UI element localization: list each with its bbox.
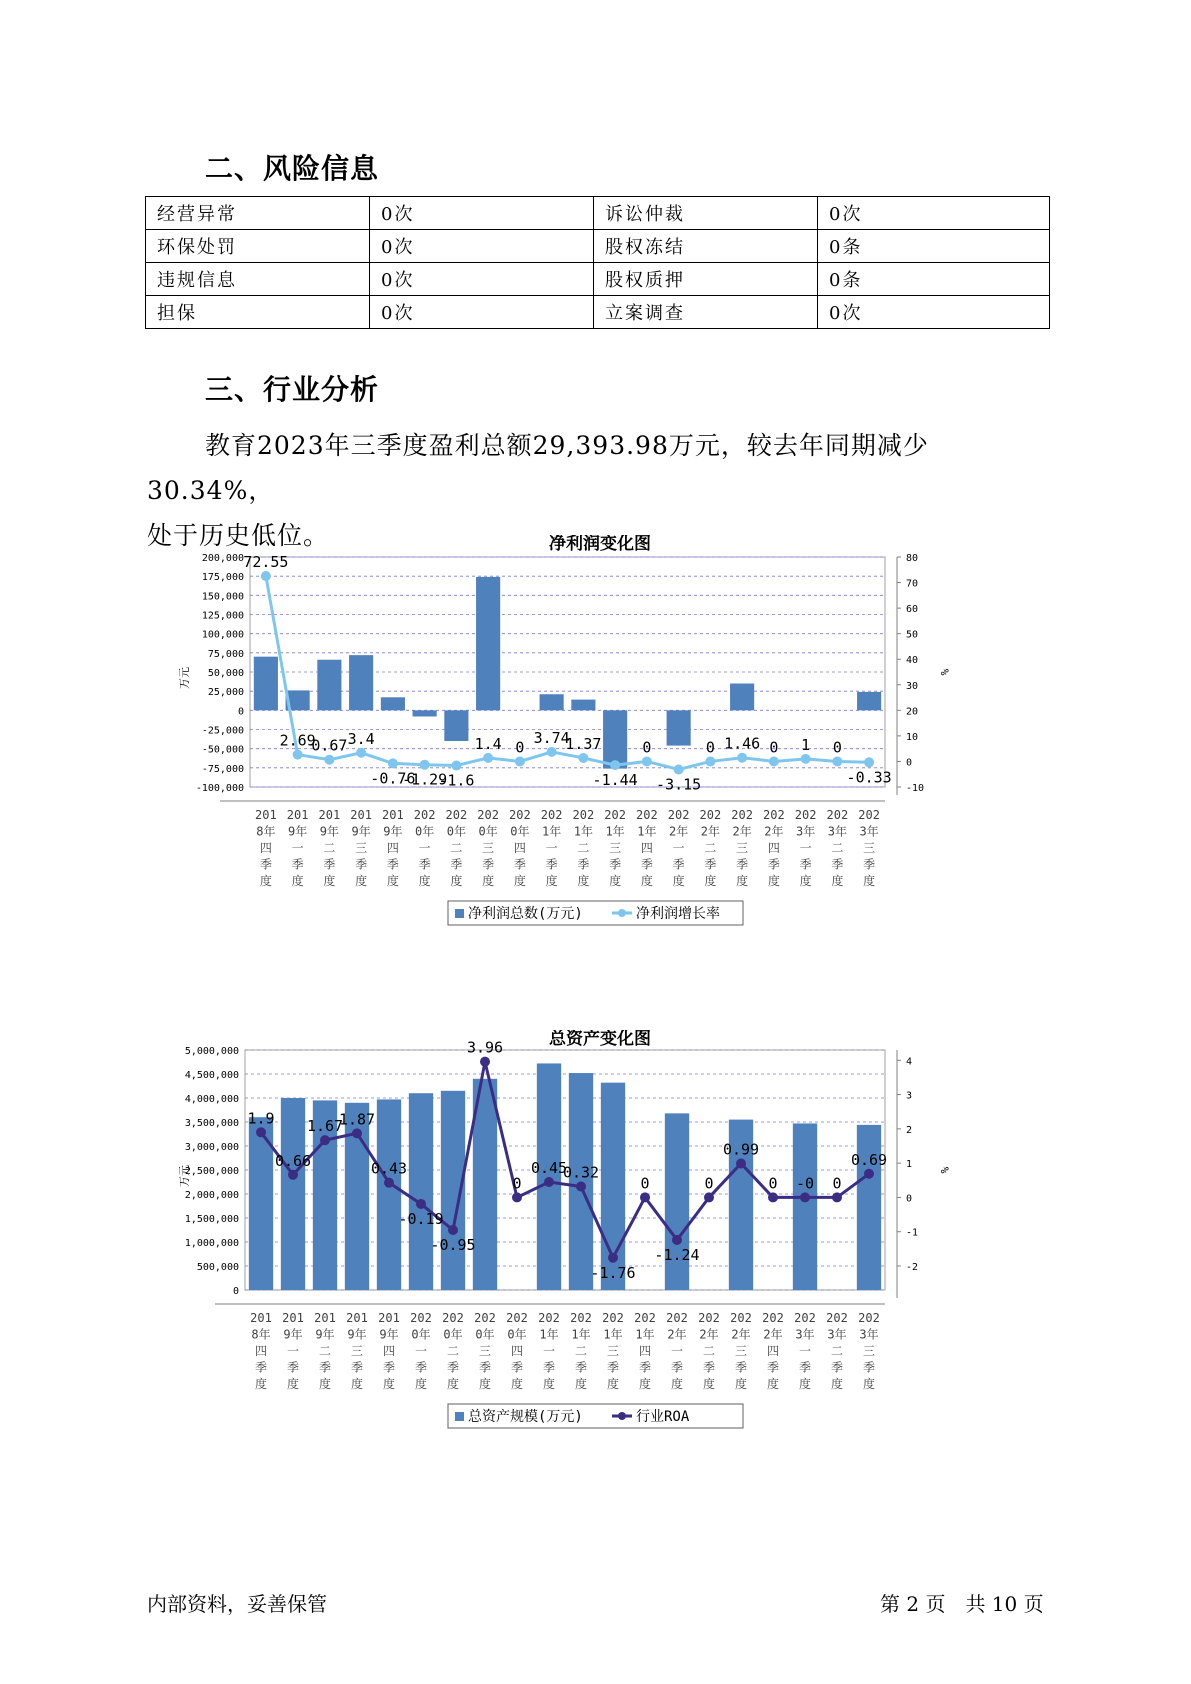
y-tick-label-right: 60 (906, 604, 919, 616)
table-cell-value: 0次 (370, 197, 594, 230)
data-point (480, 1057, 490, 1067)
y-tick-label-left: -25,000 (201, 725, 244, 737)
data-label: 1.87 (338, 1110, 376, 1129)
y-tick-label-right: -1 (906, 1227, 919, 1239)
x-tick-label: 202 3年三季度 (858, 1311, 880, 1391)
y-axis-label-left: 万元 (178, 1165, 191, 1187)
data-label: 1 (801, 735, 811, 754)
y-tick-label-left: 150,000 (201, 591, 244, 603)
table-cell-label: 违规信息 (146, 263, 370, 296)
data-label: 0.69 (850, 1150, 888, 1169)
y-tick-label-left: 2,500,000 (184, 1166, 239, 1177)
data-point (448, 1225, 458, 1235)
data-label: 1.9 (247, 1109, 275, 1128)
table-cell-label: 诉讼仲裁 (594, 197, 818, 230)
x-tick-label: 202 3年一季度 (794, 1311, 816, 1391)
y-tick-label-right: 4 (906, 1056, 913, 1068)
data-point (608, 1253, 618, 1263)
total-assets-chart (160, 1030, 1040, 1490)
y-tick-label-right: 0 (906, 757, 913, 769)
data-point (768, 1192, 778, 1202)
x-tick-label: 201 9年三季度 (350, 808, 372, 888)
data-label: -0.95 (430, 1236, 476, 1254)
x-tick-label: 202 0年四季度 (506, 1311, 528, 1391)
y-axis-label-right: % (938, 668, 951, 676)
data-label: -0.33 (846, 768, 892, 787)
x-tick-label: 202 3年三季度 (858, 808, 880, 888)
y-tick-label-right: 80 (906, 553, 919, 564)
y-tick-label-right: 20 (906, 706, 919, 718)
data-label: 0.66 (274, 1151, 312, 1170)
x-tick-label: 202 0年三季度 (474, 1311, 496, 1391)
legend-swatch-dot (618, 909, 626, 917)
data-point (256, 1127, 266, 1137)
bar (571, 700, 595, 711)
y-tick-label-right: -10 (906, 783, 925, 794)
x-tick-label: 202 1年三季度 (602, 1311, 624, 1391)
x-tick-label: 202 1年四季度 (636, 808, 658, 888)
x-tick-label: 202 2年一季度 (666, 1311, 688, 1391)
y-tick-label-left: 75,000 (207, 648, 244, 660)
data-point (261, 571, 271, 581)
x-tick-label: 201 9年一季度 (286, 808, 309, 888)
x-tick-label: 202 0年一季度 (413, 808, 436, 888)
y-tick-label-left: 1,000,000 (184, 1238, 239, 1249)
x-tick-label: 202 1年二季度 (570, 1311, 592, 1391)
table-cell-value: 0次 (370, 263, 594, 296)
bar (540, 694, 564, 710)
data-point (320, 1135, 330, 1145)
data-label: 0 (640, 1174, 650, 1193)
bar (317, 660, 341, 711)
table-cell-value: 0次 (818, 197, 1050, 230)
data-point (576, 1181, 586, 1191)
y-tick-label-left: 4,500,000 (184, 1070, 239, 1081)
data-label: 0.99 (722, 1140, 760, 1159)
bar (793, 1123, 817, 1290)
data-label: 0.32 (562, 1163, 600, 1182)
table-cell-value: 0次 (370, 230, 594, 263)
x-tick-label: 202 0年四季度 (509, 808, 531, 888)
x-tick-label: 202 1年二季度 (572, 808, 595, 888)
x-tick-label: 202 0年一季度 (410, 1311, 432, 1391)
y-tick-label-left: 175,000 (201, 572, 244, 584)
table-row (146, 296, 1050, 329)
data-label: 2.69 (279, 731, 316, 750)
data-point (704, 1192, 714, 1202)
bar (476, 577, 500, 710)
data-point (420, 760, 430, 770)
data-point (388, 758, 398, 768)
table-cell-value: 0次 (370, 296, 594, 329)
table-row (146, 197, 1050, 230)
legend-label: 净利润增长率 (636, 906, 720, 922)
bar (667, 710, 691, 745)
section-title-industry: 三、行业分析 (205, 373, 380, 406)
data-point (451, 761, 461, 771)
x-tick-label: 202 2年四季度 (762, 1311, 784, 1391)
bar (444, 710, 468, 741)
table-cell-label: 立案调查 (594, 296, 818, 329)
table-cell-label: 股权冻结 (594, 230, 818, 263)
data-point (672, 1235, 682, 1245)
table-cell-value: 0条 (818, 263, 1050, 296)
bar (381, 697, 405, 710)
y-tick-label-left: 3,500,000 (184, 1118, 239, 1129)
data-label: 0.43 (370, 1159, 408, 1178)
y-tick-label-left: 200,000 (201, 553, 244, 564)
legend-label: 总资产规模(万元) (468, 1409, 583, 1425)
y-axis-label-left: 万元 (178, 667, 191, 689)
x-tick-label: 202 0年二季度 (442, 1311, 464, 1391)
y-tick-label-right: 0 (906, 1193, 913, 1205)
data-label: 1.67 (306, 1117, 344, 1136)
x-tick-label: 201 9年二季度 (318, 808, 341, 888)
legend-swatch-bar (455, 909, 464, 918)
table-cell-value: 0次 (818, 296, 1050, 329)
y-tick-label-right: 30 (906, 680, 919, 692)
data-point (674, 764, 684, 774)
data-point (515, 756, 525, 766)
x-tick-label: 202 3年二季度 (826, 808, 849, 888)
footer-page-number: 第 2 页 共 10 页 (880, 1592, 1044, 1616)
y-tick-label-left: 0 (237, 706, 244, 718)
x-tick-label: 202 1年四季度 (634, 1311, 656, 1391)
data-point (578, 753, 588, 763)
y-tick-label-right: -2 (906, 1262, 919, 1273)
x-tick-label: 202 2年二季度 (699, 808, 722, 888)
data-label: 0 (832, 738, 842, 757)
data-point (483, 753, 493, 763)
data-label: 72.55 (243, 553, 289, 572)
table-cell-label: 环保处罚 (146, 230, 370, 263)
legend-label: 净利润总数(万元) (468, 906, 583, 922)
y-axis-label-right: % (938, 1166, 951, 1174)
bar (413, 710, 437, 716)
data-point (640, 1192, 650, 1202)
data-label: 0.45 (530, 1159, 568, 1177)
y-tick-label-left: 25,000 (207, 687, 244, 699)
data-label: -0 (795, 1174, 815, 1193)
bar (857, 692, 881, 710)
y-tick-label-left: 50,000 (207, 668, 244, 679)
data-point (832, 756, 842, 766)
y-tick-label-left: 2,000,000 (184, 1190, 239, 1201)
footer-confidential: 内部资料，妥善保管 (147, 1592, 327, 1616)
bar (603, 710, 627, 768)
bar (857, 1125, 881, 1290)
y-tick-label-left: 125,000 (201, 610, 244, 622)
legend-swatch-bar (455, 1412, 464, 1421)
table-cell-label: 股权质押 (594, 263, 818, 296)
x-tick-label: 201 8年四季度 (250, 1311, 272, 1391)
data-point (288, 1170, 298, 1180)
data-label: 0 (705, 738, 715, 757)
x-tick-label: 202 2年一季度 (667, 808, 690, 888)
data-point (512, 1192, 522, 1202)
y-tick-label-left: 3,000,000 (184, 1142, 239, 1153)
chart-title: 总资产变化图 (549, 1030, 651, 1049)
data-label: -0.19 (398, 1209, 444, 1228)
table-cell-value: 0条 (818, 230, 1050, 263)
data-label: 1.46 (724, 734, 761, 753)
data-label: -1.24 (654, 1245, 700, 1264)
y-tick-label-right: 50 (906, 629, 919, 641)
data-label: -3.15 (656, 775, 702, 794)
data-point (642, 756, 652, 766)
bar (281, 1098, 305, 1290)
data-point (324, 755, 334, 765)
data-label: -1.29 (402, 770, 448, 789)
data-label: 1.4 (474, 734, 502, 753)
data-point (547, 747, 557, 757)
data-label: 3.96 (466, 1038, 504, 1057)
y-tick-label-left: 500,000 (196, 1262, 239, 1273)
legend-swatch-dot (618, 1412, 626, 1420)
y-tick-label-right: 10 (906, 731, 919, 743)
data-label: 3.74 (533, 728, 570, 747)
y-tick-label-left: -100,000 (195, 783, 244, 794)
x-tick-label: 202 3年二季度 (826, 1311, 848, 1391)
x-tick-label: 202 1年一季度 (538, 1311, 560, 1391)
table-cell-label: 担保 (146, 296, 370, 329)
data-label: 1.37 (565, 734, 602, 753)
y-tick-label-left: 4,000,000 (184, 1094, 239, 1105)
bar (730, 684, 754, 711)
y-tick-label-right: 70 (906, 578, 919, 590)
y-tick-label-right: 40 (906, 655, 919, 667)
bar (349, 655, 373, 710)
y-tick-label-left: 1,500,000 (184, 1214, 239, 1225)
x-tick-label: 202 0年三季度 (477, 808, 499, 888)
data-point (705, 756, 715, 766)
data-point (864, 1169, 874, 1179)
data-point (769, 756, 779, 766)
data-point (544, 1177, 554, 1187)
x-tick-label: 202 2年四季度 (763, 808, 785, 888)
data-label: 0 (704, 1174, 714, 1193)
data-point (610, 760, 620, 770)
x-tick-label: 201 9年四季度 (382, 808, 404, 888)
data-label: 0 (642, 738, 652, 757)
paragraph-line: 教育2023年三季度盈利总额29,393.98万元，较去年同期减少30.34%， (147, 431, 929, 505)
data-point (352, 1128, 362, 1138)
data-point (864, 757, 874, 767)
y-tick-label-right: 1 (906, 1159, 913, 1171)
data-label: 0 (769, 738, 779, 757)
x-tick-label: 201 9年四季度 (378, 1311, 400, 1391)
bar (254, 657, 278, 711)
table-cell-label: 经营异常 (146, 197, 370, 230)
y-tick-label-right: 3 (906, 1090, 913, 1102)
y-tick-label-left: 5,000,000 (184, 1046, 239, 1057)
legend-label: 行业ROA (636, 1409, 690, 1425)
data-point (832, 1192, 842, 1202)
data-label: -1.44 (592, 771, 638, 790)
x-tick-label: 201 9年二季度 (314, 1311, 336, 1391)
data-label: 0.67 (311, 736, 348, 755)
y-tick-label-left: 100,000 (201, 629, 244, 641)
data-label: 0 (515, 738, 525, 757)
data-label: 3.4 (347, 729, 375, 748)
bar (377, 1099, 401, 1290)
x-tick-label: 201 8年四季度 (255, 808, 277, 888)
paragraph-line: 处于历史低位。 (147, 521, 330, 550)
data-label: 0 (768, 1174, 778, 1193)
data-point (800, 1192, 810, 1202)
x-tick-label: 202 2年三季度 (730, 1311, 752, 1391)
bar (409, 1093, 433, 1290)
chart-title: 净利润变化图 (549, 535, 651, 554)
risk-info-table (145, 196, 1050, 329)
data-label: -1.76 (590, 1263, 636, 1282)
data-label: 0 (512, 1174, 522, 1193)
x-tick-label: 202 2年三季度 (731, 808, 753, 888)
x-tick-label: 202 0年二季度 (445, 808, 468, 888)
data-point (736, 1158, 746, 1168)
data-point (293, 750, 303, 760)
data-point (801, 754, 811, 764)
y-tick-label-right: 2 (906, 1124, 913, 1136)
x-tick-label: 202 2年二季度 (698, 1311, 720, 1391)
data-point (737, 753, 747, 763)
x-tick-label: 202 3年一季度 (794, 808, 817, 888)
y-tick-label-left: -50,000 (201, 744, 244, 756)
data-point (416, 1199, 426, 1209)
data-label: -1.6 (438, 771, 475, 790)
section-title-risk: 二、风险信息 (205, 152, 380, 185)
table-row (146, 230, 1050, 263)
x-tick-label: 201 9年一季度 (282, 1311, 304, 1391)
x-tick-label: 201 9年三季度 (346, 1311, 368, 1391)
x-tick-label: 202 1年三季度 (604, 808, 626, 888)
table-row (146, 263, 1050, 296)
data-label: -0.76 (370, 769, 416, 788)
data-point (356, 748, 366, 758)
y-tick-label-left: 0 (232, 1286, 239, 1297)
x-tick-label: 202 1年一季度 (540, 808, 563, 888)
data-point (384, 1178, 394, 1188)
y-tick-label-left: -75,000 (201, 763, 244, 775)
net-profit-chart (160, 535, 1040, 995)
data-label: 0 (832, 1174, 842, 1193)
